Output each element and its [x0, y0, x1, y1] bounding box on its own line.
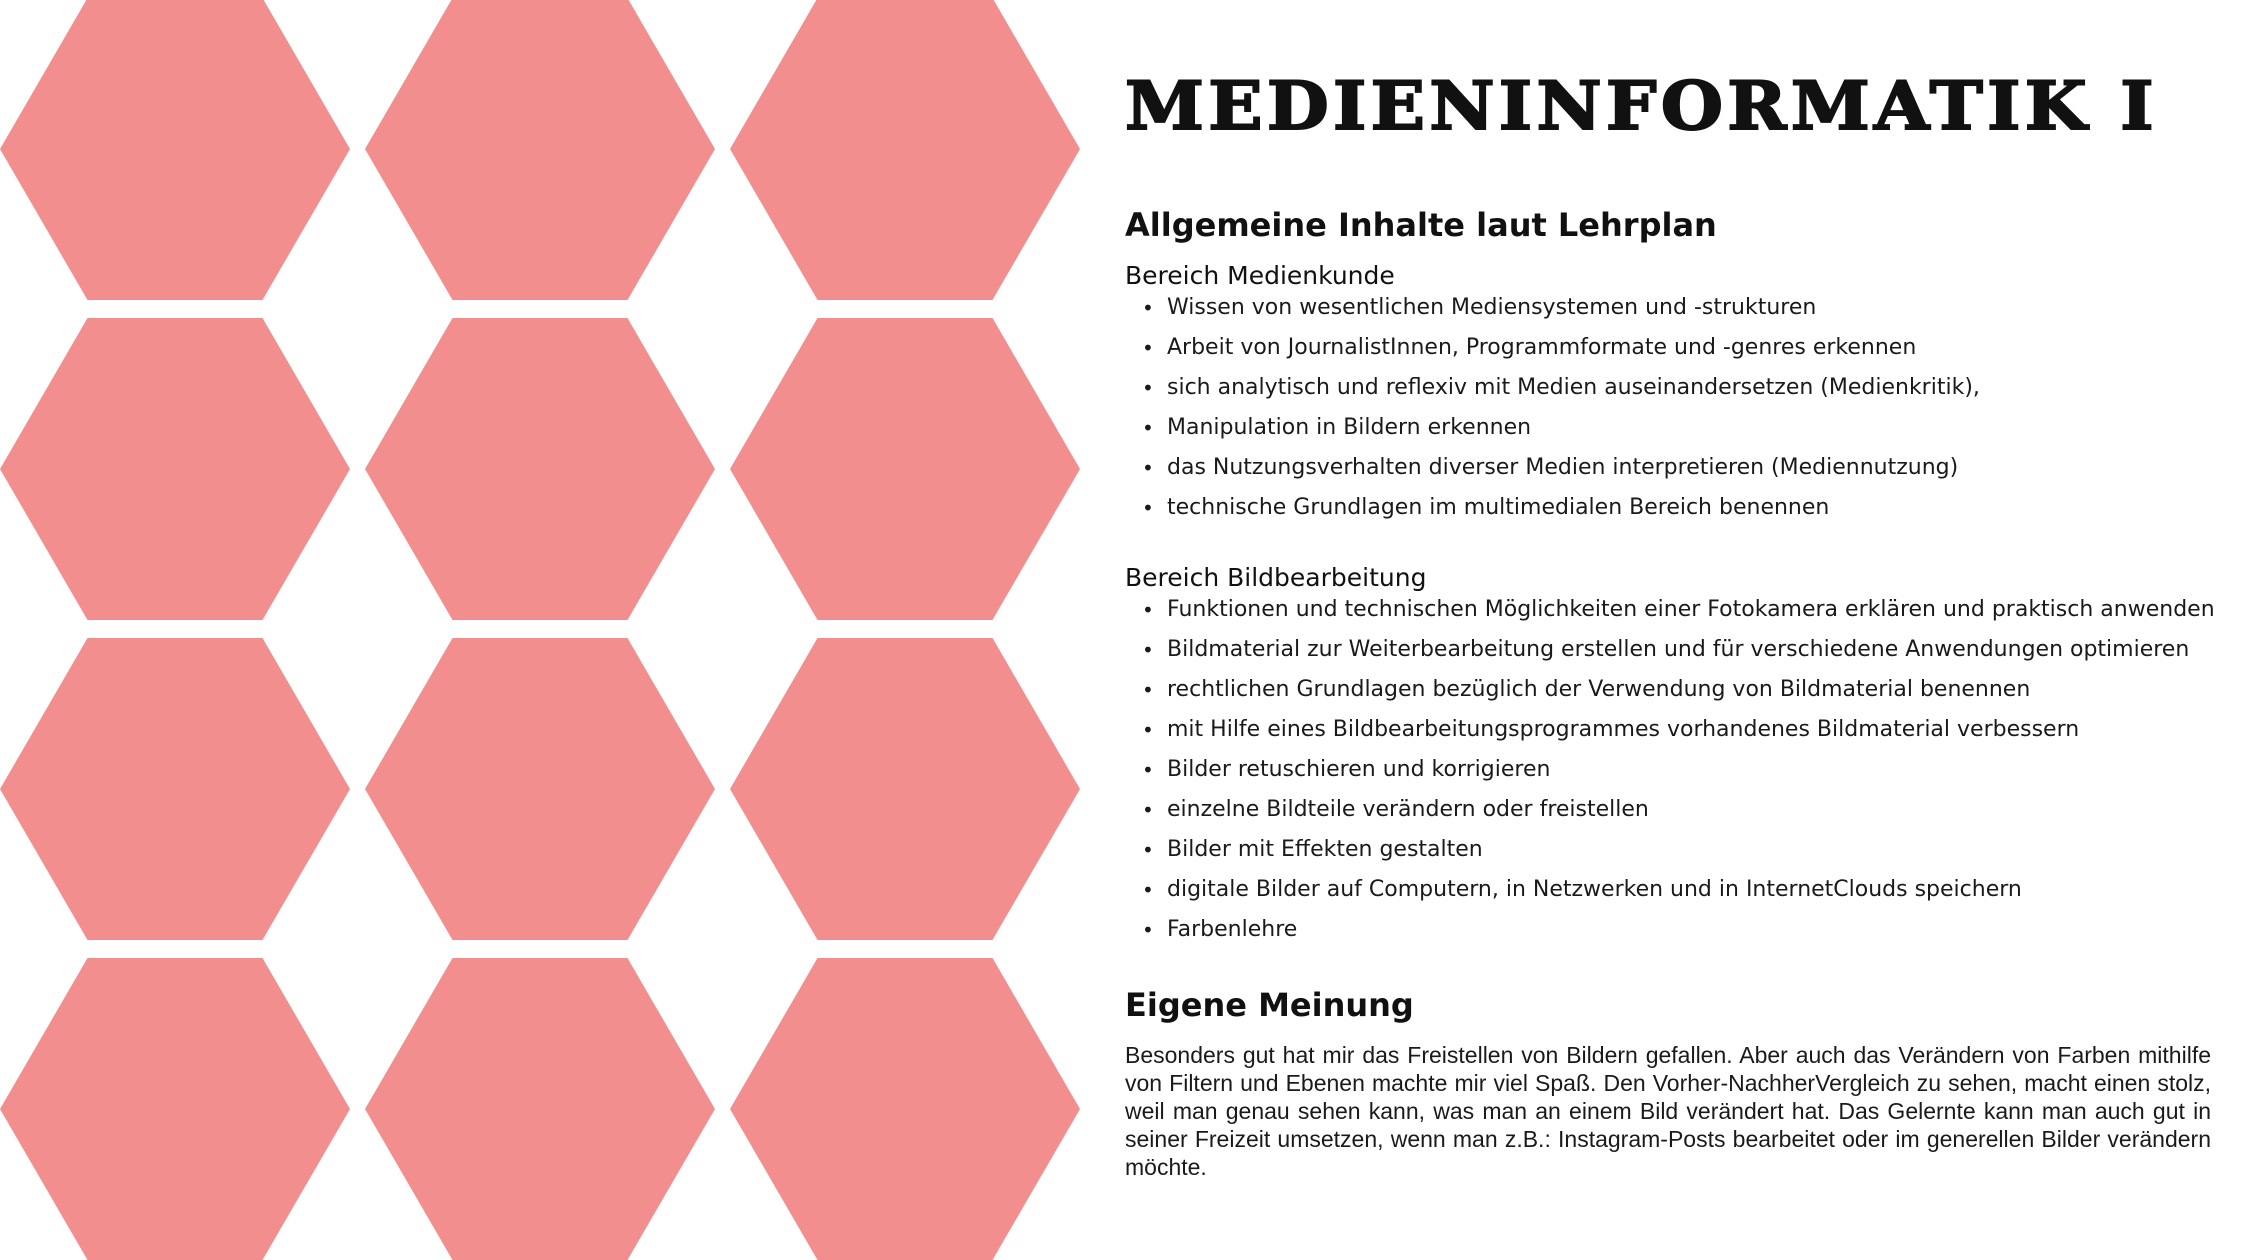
bildbearbeitung-heading: Bereich Bildbearbeitung	[1125, 563, 1427, 592]
hexagon-shape	[730, 958, 1080, 1260]
hexagon-shape	[0, 318, 350, 620]
page-title: MEDIENINFORMATIK I	[1125, 67, 2158, 145]
medienkunde-heading: Bereich Medienkunde	[1125, 261, 1395, 290]
hexagon-shape	[365, 958, 715, 1260]
hexagon-shape	[365, 0, 715, 300]
list-item: • Wissen von wesentlichen Mediensystemen und -strukturen	[1125, 288, 1980, 328]
hexagon-shape	[365, 318, 715, 620]
list-item: • einzelne Bildteile verändern oder freistellen	[1125, 790, 2215, 830]
list-item: • rechtlichen Grundlagen bezüglich der Verwendung von Bildmaterial benennen	[1125, 670, 2215, 710]
list-item: • technische Grundlagen im multimedialen Bereich benennen	[1125, 488, 1980, 528]
hexagon-decoration	[0, 0, 1090, 1260]
hexagon-shape	[730, 638, 1080, 940]
hexagon-shape	[0, 0, 350, 300]
list-item: • Bildmaterial zur Weiterbearbeitung erstellen und für verschiedene Anwendungen optimieren	[1125, 630, 2215, 670]
bildbearbeitung-list	[1125, 590, 2215, 950]
list-item: • mit Hilfe eines Bildbearbeitungsprogrammes vorhandenes Bildmaterial verbessern	[1125, 710, 2215, 750]
hexagon-shape	[730, 0, 1080, 300]
medienkunde-list	[1125, 288, 1980, 528]
hexagon-shape	[0, 958, 350, 1260]
list-item: • digitale Bilder auf Computern, in Netzwerken und in InternetClouds speichern	[1125, 870, 2215, 910]
list-item: • Manipulation in Bildern erkennen	[1125, 408, 1980, 448]
opinion-heading: Eigene Meinung	[1125, 986, 1414, 1024]
hexagon-shape	[365, 638, 715, 940]
content-area	[1125, 0, 2235, 1260]
curriculum-heading: Allgemeine Inhalte laut Lehrplan	[1125, 206, 1717, 244]
hexagon-shape	[730, 318, 1080, 620]
list-item: • Bilder mit Effekten gestalten	[1125, 830, 2215, 870]
list-item: • Funktionen und technischen Möglichkeiten einer Fotokamera erklären und praktisch anwenden	[1125, 590, 2215, 630]
hexagon-shape	[0, 638, 350, 940]
list-item: • Farbenlehre	[1125, 910, 2215, 950]
list-item: • Bilder retuschieren und korrigieren	[1125, 750, 2215, 790]
list-item: • das Nutzungsverhalten diverser Medien interpretieren (Mediennutzung)	[1125, 448, 1980, 488]
hexagon-grid	[0, 0, 1090, 1260]
opinion-text: Besonders gut hat mir das Freistellen von Bildern gefallen. Aber auch das Verändern von Farben mithilfe von Filtern und Ebenen machte mir viel Spaß. Den Vorher-NachherVergleich zu sehen, macht einen stolz, weil man genau sehen kann, was man an einem Bild verändert hat. Das Gelernte kann man auch gut in seiner Freizeit umsetzen, wenn man z.B.: Instagram-Posts bearbeitet oder im generellen Bilder verändern möchte.	[1125, 1042, 2211, 1180]
list-item: • sich analytisch und reflexiv mit Medien auseinandersetzen (Medienkritik),	[1125, 368, 1980, 408]
list-item: • Arbeit von JournalistInnen, Programmformate und -genres erkennen	[1125, 328, 1980, 368]
